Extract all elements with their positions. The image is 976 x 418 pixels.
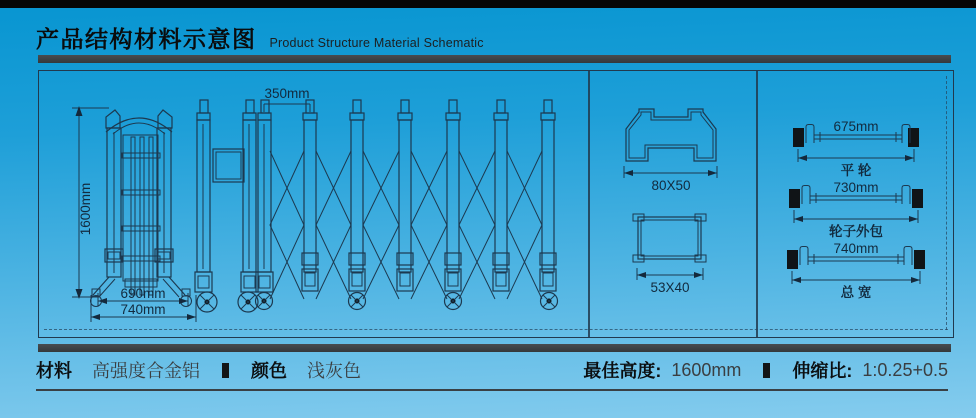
footer-rule	[36, 389, 948, 391]
diagram-panel	[38, 70, 954, 338]
axle-diagrams	[756, 71, 956, 336]
axle-name-label: 平 轮	[840, 163, 872, 178]
material-color-group	[36, 357, 361, 383]
axle-flat-wheel	[793, 119, 919, 178]
bay-dimension	[264, 86, 310, 112]
height-ratio-group	[583, 357, 948, 383]
axle-dim-label: 730mm	[833, 180, 879, 195]
bay-width-label: 350mm	[264, 86, 310, 101]
height-dimension	[72, 106, 109, 299]
inner-width-label: 690mm	[120, 286, 166, 301]
gate-scissor-lattice	[270, 151, 542, 299]
color-label: 颜色	[251, 361, 287, 381]
title-chinese: 产品结构材料示意图	[36, 26, 257, 52]
axle-dim-label: 675mm	[833, 119, 879, 134]
main-rail-size-label: 80X50	[651, 178, 691, 193]
material-value: 高强度合金铝	[92, 361, 200, 381]
wheel-icon	[349, 293, 558, 310]
best-height-value: 1600mm	[671, 359, 742, 380]
title-english: Product Structure Material Schematic	[269, 36, 484, 50]
gate-folded-unit	[195, 100, 273, 312]
ratio-label: 伸缩比:	[792, 361, 853, 381]
best-height-label: 最佳高度:	[583, 361, 662, 381]
divider-bar-bottom	[38, 344, 951, 352]
page-title	[36, 21, 484, 54]
ratio-value: 1:0.25+0.5	[862, 359, 948, 380]
color-value: 浅灰色	[307, 361, 361, 381]
gate-scissor-posts	[302, 100, 558, 310]
width-dimensions	[91, 286, 196, 322]
height-label: 1600mm	[78, 182, 93, 236]
separator-bar	[763, 363, 770, 378]
main-rail-profile	[624, 109, 717, 193]
axle-name-label: 轮子外包	[829, 224, 883, 239]
gate-drawing	[39, 71, 588, 336]
axle-dim-label: 740mm	[833, 241, 879, 256]
divider-bar-top	[38, 55, 951, 63]
top-black-strip	[0, 0, 976, 8]
overall-width-label: 740mm	[120, 302, 166, 317]
wheel-icon	[197, 292, 273, 312]
separator-bar	[222, 363, 229, 378]
cross-bar-size-label: 53X40	[650, 280, 690, 295]
profile-sections-drawing	[588, 71, 756, 336]
cross-bar-profile	[633, 214, 706, 295]
axle-name-label: 总 宽	[840, 285, 872, 300]
material-label: 材料	[36, 361, 72, 381]
axle-total-width	[787, 241, 925, 300]
spec-footer	[0, 355, 976, 385]
axle-wheel-outer	[789, 180, 923, 239]
gate-post-front-view	[91, 110, 192, 307]
